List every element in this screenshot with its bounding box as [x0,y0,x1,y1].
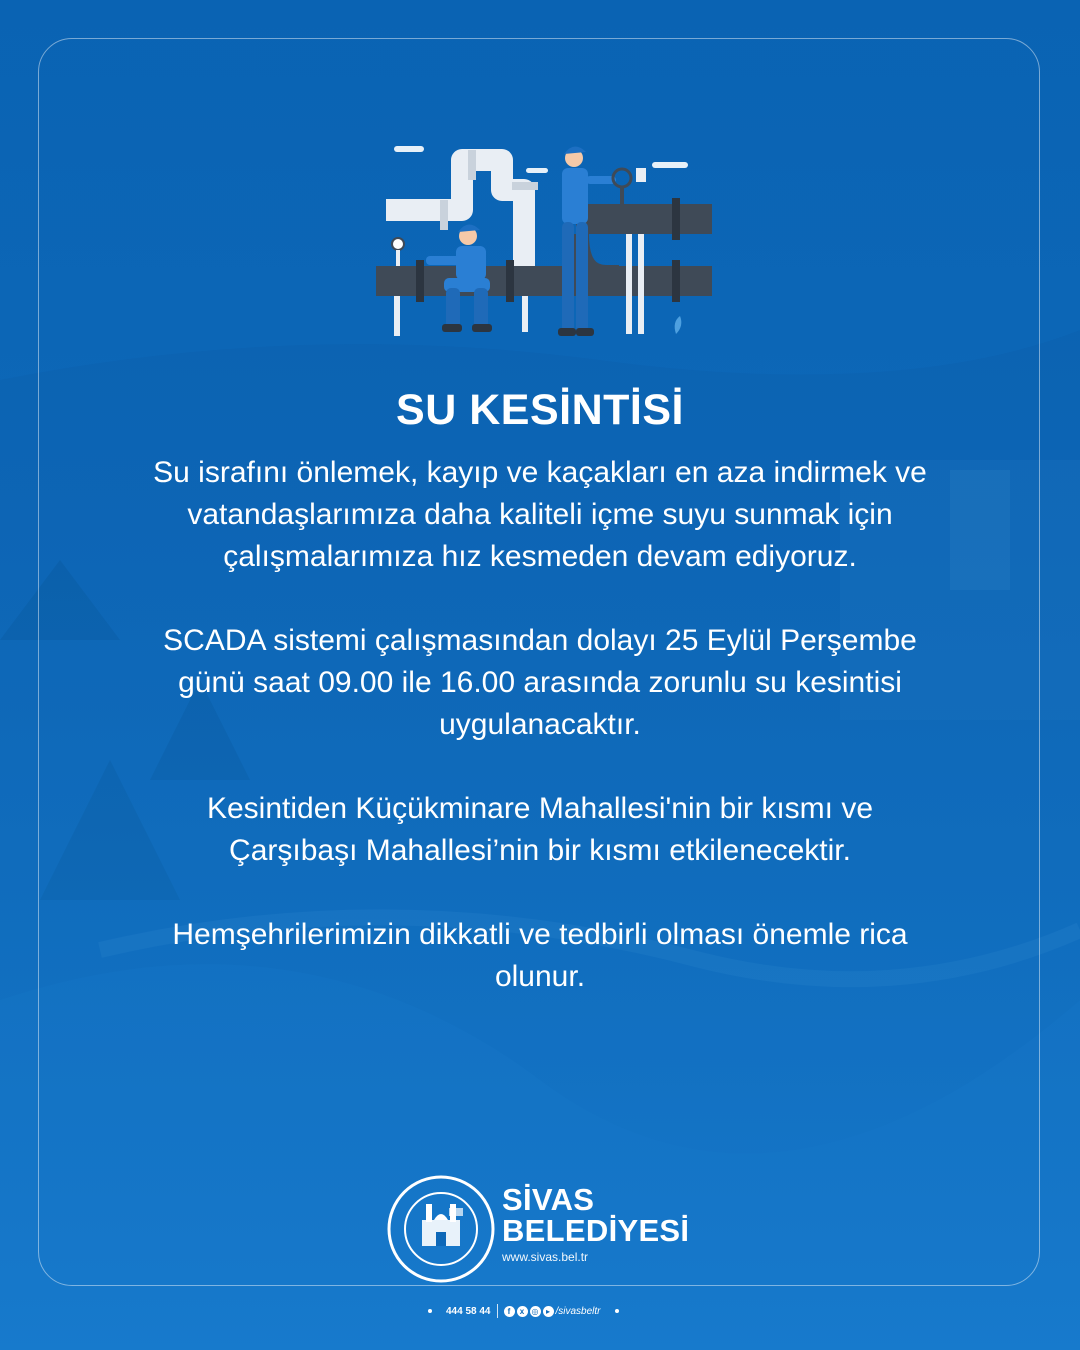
social-handle[interactable]: /sivasbeltr [555,1305,601,1317]
municipality-name [502,1184,689,1264]
notice-title: SU KESİNTİSİ [396,386,684,434]
footer-divider [497,1304,498,1318]
notice-paragraph: Su israfını önlemek, kayıp ve kaçakları en aza indirmek ve vatandaşlarımıza daha kaliteli içme suyu sunmak için çalışmalarımıza hız kesmeden devam ediyoruz. [153,456,927,573]
youtube-icon[interactable]: ▸ [543,1306,554,1317]
contact-footer [428,1302,642,1320]
notice-paragraph: Hemşehrilerimizin dikkatli ve tedbirli olması önemle rica olunur. [172,918,908,993]
instagram-icon[interactable]: ◎ [530,1306,541,1317]
footer-dot-icon [428,1309,432,1313]
logo-line-city: SİVAS [502,1182,595,1217]
logo-line-municipality: BELEDİYESİ [502,1213,690,1248]
phone-number[interactable]: 444 58 44 [446,1305,491,1317]
facebook-icon[interactable]: f [504,1306,515,1317]
notice-paragraph: SCADA sistemi çalışmasından dolayı 25 Eylül Perşembe günü saat 09.00 ile 16.00 arasında zorunlu su kesintisi uygulanacaktır. [163,624,917,741]
municipality-seal-logo [386,1174,496,1284]
website-url[interactable]: www.sivas.bel.tr [502,1250,589,1264]
pipe-workers-illustration [376,138,712,350]
notice-paragraph: Kesintiden Küçükminare Mahallesi'nin bir kısmı ve Çarşıbaşı Mahallesi’nin bir kısmı etkilenecektir. [206,792,874,867]
footer-dot-icon [615,1309,619,1313]
x-icon[interactable]: x [517,1306,528,1317]
notice-body [140,452,940,1040]
